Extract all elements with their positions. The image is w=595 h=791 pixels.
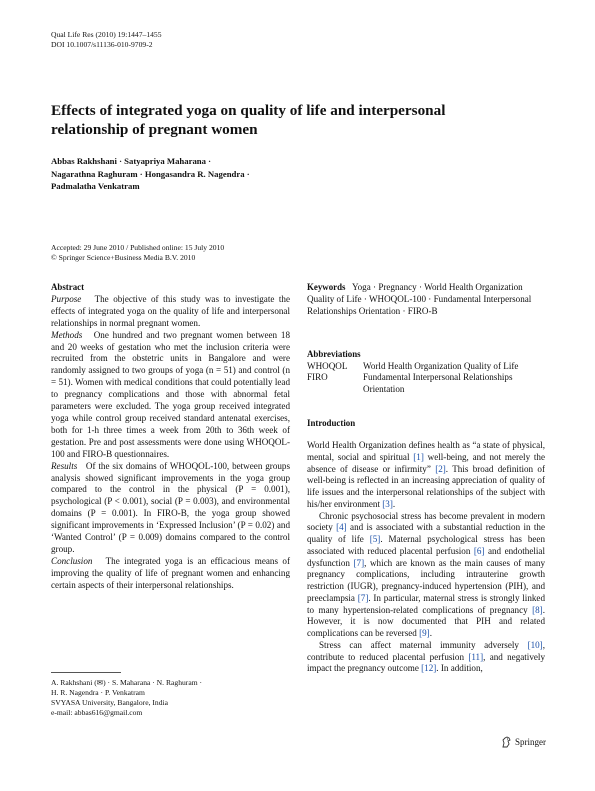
- abstract-conclusion: [51, 556, 290, 592]
- affiliation-line: e-mail: abbas616@gmail.com: [51, 708, 143, 717]
- keywords-label: Keywords: [307, 282, 346, 292]
- intro-paragraph-1: World Health Organization defines health as “a state of physical, mental, social and spiritual [1] well-being, and not merely the absence of disease or infirmity” [2]. This broad definition of well-being is reflected in an increasing appreciation of quality of life issues and the interpersonal relationships of the subject with his/her environment [3].: [307, 440, 546, 509]
- abbreviation-definition: Fundamental Interpersonal Relationships Orientation: [363, 372, 513, 394]
- publisher-logo: [501, 736, 546, 748]
- intro-paragraph-3: Stress can affect maternal immunity adversely [10], contribute to reduced placental perfusion [11], and negatively impact the pregnancy outcome [12]. In addition,: [307, 639, 545, 674]
- citation-link[interactable]: [6]: [473, 545, 485, 556]
- article-title: [51, 102, 551, 139]
- affiliation-line: SVYASA University, Bangalore, India: [51, 698, 168, 707]
- copyright-line: © Springer Science+Business Media B.V. 2010: [51, 253, 196, 262]
- affiliation-line: A. Rakhshani (✉) · S. Maharana · N. Raghuram ·: [51, 678, 203, 687]
- abbreviation-row: [307, 361, 545, 373]
- affiliation-line: H. R. Nagendra · P. Venkatram: [51, 688, 145, 697]
- citation-link[interactable]: [3]: [382, 498, 393, 509]
- results-label: Results: [51, 460, 78, 471]
- methods-label: Methods: [51, 329, 83, 340]
- footnote-rule: [51, 672, 121, 673]
- methods-text: One hundred and two pregnant women between 18 and 20 weeks of gestation who met the inclusion criteria were recruited from the obstetric units in Bangalore and were randomly assigned to two groups of yoga (n = 51) and control (n = 51). Women with medical conditions that could potentially lead to pregnancy complications and those with abnormal fetal parameters were excluded. The yoga group received integrated yoga while control group received standard antenatal exercises, both for 1-h three times a week from 20th to 36th week of gestation. Pre and post assessments were done using WHOQOL-100 and FIRO-B questionnaires.: [51, 329, 290, 459]
- keywords-text: Yoga · Pregnancy · World Health Organization Quality of Life · WHOQOL-100 · Fundamental Interpersonal Relationships Orientation · FIRO-B: [307, 282, 532, 316]
- author-line: Abbas Rakhshani · Satyapriya Maharana ·: [51, 156, 212, 166]
- introduction-body: [307, 440, 545, 675]
- citation-link[interactable]: [12]: [421, 663, 437, 674]
- abstract-heading: Abstract: [51, 282, 85, 292]
- citation-link[interactable]: [2]: [435, 463, 446, 474]
- citation-link[interactable]: [4]: [336, 522, 347, 533]
- abstract-results: [51, 461, 290, 556]
- title-line: relationship of pregnant women: [51, 120, 258, 138]
- springer-horse-icon: [501, 736, 512, 748]
- citation-link[interactable]: [5]: [369, 534, 381, 544]
- citation-link[interactable]: [8]: [532, 604, 543, 615]
- results-text: Of the six domains of WHOQOL-100, between groups analysis showed significant improvements in the yoga group compared to the control in the physical (P = 0.001), psychological (P < 0.001), social (P = 0.003), and environmental domains (P = 0.001). In FIRO-B, the yoga group showed significant improvements in ‘Expressed Inclusion’ (P = 0.02) and ‘Wanted Control’ (P = 0.009) domains compared to the control group.: [51, 460, 291, 554]
- abbreviation-definition: World Health Organization Quality of Life: [363, 360, 519, 371]
- author-list: [51, 155, 250, 193]
- citation-link[interactable]: [7]: [353, 557, 365, 568]
- intro-paragraph-2: Chronic psychosocial stress has become prevalent in modern society [4] and is associated with a substantial reduction in the quality of life [5]. Maternal psychological stress has been associated with reduced placental perfusion [6] and endothelial dysfunction [7], which are known as the main causes of many pregnancy complications, including intrauterine growth restriction (IUGR), pregnancy-induced hypertension (PIH), and preeclampsia [7]. In particular, maternal stress is strongly linked to many hypertension-related complications of pregnancy [8]. However, it is now documented that PIH and related complications can be reversed [9].: [307, 510, 545, 638]
- citation-link[interactable]: [1]: [413, 451, 424, 462]
- abbreviations-heading: Abbreviations: [307, 349, 361, 359]
- purpose-text: The objective of this study was to investigate the effects of integrated yoga on the quality of life and interpersonal relationships in normal pregnant women.: [51, 293, 290, 328]
- accepted-dates: Accepted: 29 June 2010 / Published online: 15 July 2010: [51, 243, 225, 252]
- citation-link[interactable]: [7]: [357, 592, 369, 603]
- citation-link[interactable]: [9]: [419, 628, 430, 638]
- doi: DOI 10.1007/s11136-010-9709-2: [51, 40, 153, 49]
- journal-citation: Qual Life Res (2010) 19:1447–1455: [51, 30, 162, 39]
- abstract-methods: [51, 330, 290, 461]
- abbreviations: [307, 349, 545, 395]
- conclusion-label: Conclusion: [51, 555, 93, 566]
- abbreviation-term: FIRO: [307, 372, 328, 382]
- abbreviation-term: WHOQOL: [307, 360, 348, 371]
- keywords: [307, 282, 545, 318]
- abbreviation-row: [307, 372, 545, 395]
- author-line: Padmalatha Venkatram: [51, 181, 140, 192]
- citation-link[interactable]: [10]: [527, 639, 543, 650]
- citation-link[interactable]: [11]: [468, 651, 484, 662]
- title-line: Effects of integrated yoga on quality of life and interpersonal: [51, 102, 446, 119]
- affiliation: [51, 678, 202, 718]
- abstract: [51, 282, 290, 592]
- publisher-name: Springer: [515, 737, 546, 747]
- abstract-purpose: [51, 294, 290, 330]
- introduction-heading: Introduction: [307, 418, 356, 428]
- author-line: Nagarathna Raghuram · Hongasandra R. Nagendra ·: [51, 168, 250, 179]
- conclusion-text: The integrated yoga is an efficacious means of improving the quality of life of pregnant women and enhancing certain aspects of their interpersonal relationships.: [51, 555, 291, 590]
- purpose-label: Purpose: [51, 293, 82, 304]
